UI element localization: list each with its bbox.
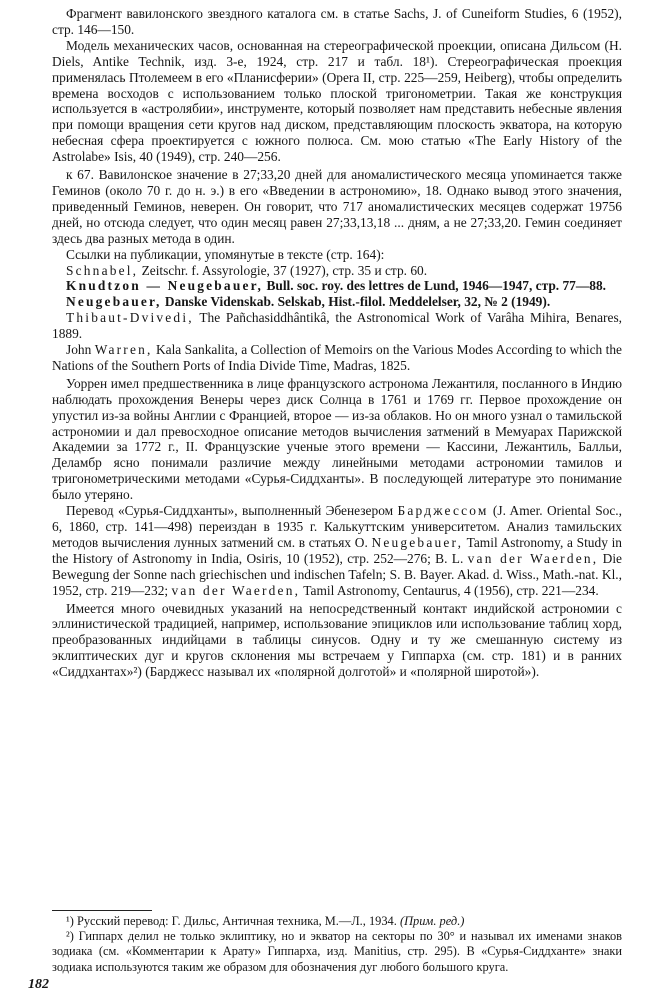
- text-run: Перевод «Сурья-Сиддханты», выполненный Эбенезером: [66, 503, 394, 519]
- text-run: Tamil Astronomy, a Study in the History of Astronomy in India, Osiris, 10 (1952), стр. 252—276; B. L.: [52, 534, 622, 566]
- page-number: 182: [28, 977, 49, 992]
- reference-details: Bull. soc. roy. des lettres de Lund, 1946—1947, стр. 77—88.: [266, 278, 606, 294]
- author-name: Барджессом: [397, 503, 489, 519]
- paragraph-surya-translation: [52, 503, 622, 598]
- editor-note: (Прим. ред.): [399, 914, 465, 928]
- author-name: van der Waerden,: [171, 582, 301, 598]
- main-text: [52, 6, 622, 680]
- reference-author: Knudtzon — Neugebauer,: [66, 278, 264, 294]
- reference-author: Neugebauer,: [66, 294, 162, 310]
- reference-details: The Pañchasiddhântikâ, the Astronomical Work of Varâha Mihira, Benares, 1889.: [52, 310, 623, 342]
- reference-first-name: John: [66, 342, 92, 358]
- reference-item: [52, 342, 622, 374]
- paragraph-anomalistic-month: к 67. Вавилонское значение в 27;33,20 дней для аномалистического месяца упоминается также Геминов (около 70 г. до н. э.) в его «Введении в астрономию», 18. Однако вывод этого значения, приведенный Геминов, неверен. Он говорит, что 717 аномалистических месяцев содержат 19756 дней, но отсюда следует, что один месяц равен 27;33,13,18 ... дням, а не 27;33,20. Гемин соединяет здесь два разных метода в один.: [52, 167, 622, 246]
- author-name: van der Waerden,: [467, 550, 599, 566]
- paragraph-sachs: Фрагмент вавилонского звездного каталога см. в статье Sachs, J. of Cuneiform Studies, 6 (1952), стр. 146—150.: [52, 6, 622, 37]
- footnote-1: [52, 914, 622, 929]
- paragraph-legentil: Уоррен имел предшественника в лице французского астронома Лежантиля, посланного в Индию наблюдать прохождения Венеры через диск Солнца в 1761 и 1769 гг. Первое прохождение он упустил из-за войны Англии с Францией, второе — из-за облаков. Но он много узнал о тамильской астрономии и дал превосходное описание методов вычисления затмений в Мемуарах Парижской Академии за 1772 г., II. Французские ученые этого времени — Кассини, Лежантиль, Балльи, Деламбр ясно понимали различие между линейными методами астрономии тамилов и тригонометрическими методами «Сурья-Сиддханты». В последующей литературе это понимание было утеряно.: [52, 375, 622, 503]
- reference-details: Zeitschr. f. Assyrologie, 37 (1927), стр. 35 и стр. 60.: [141, 262, 428, 278]
- footnotes: [52, 914, 622, 975]
- reference-details: Danske Videnskab. Selskab, Hist.-filol. Meddelelser, 32, № 2 (1949).: [164, 294, 551, 310]
- reference-item: [52, 310, 622, 342]
- text-run: Tamil Astronomy, Centaurus, 4 (1956), стр. 221—234.: [303, 582, 599, 598]
- reference-item: [52, 294, 622, 310]
- reference-item: [52, 278, 622, 294]
- footnote-divider: [52, 910, 152, 911]
- paragraph-hellenistic-contact: Имеется много очевидных указаний на непосредственный контакт индийской астрономии с эллинистической традицией, например, использование эпициклов или использование таблиц хорд, преобразованных индийцами в таблицы синусов. Одну и ту же смешанную систему из эклиптических дуг и кругов склонения мы встречаем у Гиппарха (см. стр. 181) и в ранних «Сиддхантах»²) (Барджесс называл их «полярной долготой» и «полярной широтой»).: [52, 600, 622, 680]
- author-name: Neugebauer,: [371, 534, 464, 550]
- reference-item: [52, 263, 622, 279]
- footnote-text: ¹) Русский перевод: Г. Дильс, Античная техника, М.—Л., 1934.: [66, 914, 397, 928]
- paragraph-clock-model: Модель механических часов, основанная на стереографической проекции, описана Дильсом (Н. Diels, Antike Technik, изд. 3-е, 1924, стр. 217 и табл. 18¹). Стереографическая проекция применялась Птолемеем в его «Планисферии» (Opera II, стр. 225—259, Heiberg), чтобы определить времена восходов с использованием только плоской тригонометрии. Такая же конструкция используется в «астролябии», инструменте, который позволяет нам представить небесные явления при помощи вращения сети кругов над диском, представляющим плоскость экватора, на которую небесная сфера проектируется с южного полюса. См. мою статью «The Early History of the Astrolabe» Isis, 40 (1949), стр. 240—256.: [52, 37, 622, 165]
- references-heading: Ссылки на публикации, упомянутые в тексте (стр. 164):: [66, 246, 385, 262]
- text-run: Die Bewegung der Sonne nach griechischen und indischen Tafeln; S. B. Bayer. Akad. d. Wiss., Math.-nat. Kl., 1952, стр. 219—232;: [52, 550, 622, 598]
- reference-author: Warren,: [94, 342, 153, 358]
- reference-author: Schnabel,: [66, 262, 139, 278]
- reference-author: Thibaut-Dvivedi,: [66, 310, 194, 326]
- text-run: (J. Amer. Oriental Soc., 6, 1860, стр. 141—498) переиздан в 1935 г. Калькуттским университетом. Анализ тамильских методов вычисления лунных затмений см. в статьях О.: [52, 503, 622, 550]
- reference-details: Kala Sankalita, a Collection of Memoirs on the Various Modes According to which the Nations of the Southern Ports of India Divide Time, Madras, 1825.: [52, 342, 622, 373]
- footnote-2: ²) Гиппарх делил не только эклиптику, но и экватор на секторы по 30° и называл их именами знаков зодиака (см. «Комментарии к Арату» Гиппарха, изд. Manitius, стр. 295). В «Сурья-Сиддханте» знаки зодиака используются таким же образом для обозначения дуг любого большого круга.: [52, 929, 622, 974]
